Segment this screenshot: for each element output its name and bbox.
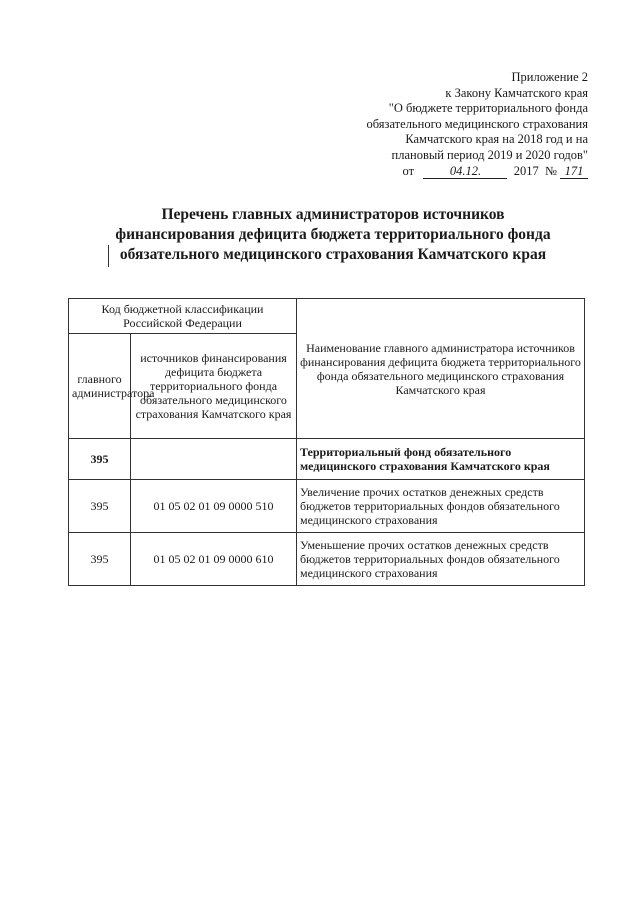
annex-line: Приложение 2 (511, 70, 588, 84)
annex-line: к Закону Камчатского края (445, 85, 588, 100)
date-prefix: от (402, 164, 415, 178)
cell-admin-code: 395 (69, 480, 131, 533)
table-row (69, 480, 585, 533)
cell-admin-code: 395 (69, 533, 131, 586)
annex-line: плановый период 2019 и 2020 годов" (391, 147, 588, 162)
cell-source-code: 01 05 02 01 09 0000 610 (131, 533, 297, 586)
cell-name: Увеличение прочих остатков денежных средств бюджетов территориальных фондов обязательного медицинского страхования (297, 480, 585, 533)
cell-name: Территориальный фонд обязательного медицинского страхования Камчатского края (297, 439, 585, 480)
table-row (69, 533, 585, 586)
margin-mark (108, 245, 109, 267)
header-sources: источников финансирования дефицита бюджета территориального фонда обязательного медицинского страхования Камчатского края (131, 334, 297, 439)
header-classification: Код бюджетной классификации Российской Федерации (69, 299, 297, 334)
cell-admin-code: 395 (69, 439, 131, 480)
document-title (108, 205, 558, 265)
cell-source-code (131, 439, 297, 480)
title-line: Перечень главных администраторов источников (161, 206, 505, 223)
cell-source-code: 01 05 02 01 09 0000 510 (131, 480, 297, 533)
annex-date-line (288, 164, 588, 180)
date-value: 04.12. (423, 165, 507, 179)
title-line: финансирования дефицита бюджета территориального фонда (115, 226, 551, 243)
number-value: 171 (560, 165, 588, 179)
number-sign: № (544, 164, 557, 178)
table-row (69, 439, 585, 480)
table-header-row (69, 299, 585, 334)
annex-line: Камчатского края на 2018 год и на (405, 132, 588, 146)
annex-line: "О бюджете территориального фонда (388, 101, 588, 115)
header-name: Наименование главного администратора источников финансирования дефицита бюджета территориального фонда обязательного медицинского страхования Камчатского края (297, 299, 585, 439)
title-line: обязательного медицинского страхования Камчатского края (119, 246, 547, 263)
administrators-table (68, 298, 585, 586)
header-main-admin: главного администратора (69, 334, 131, 439)
cell-name: Уменьшение прочих остатков денежных средств бюджетов территориальных фондов обязательного медицинского страхования (297, 533, 585, 586)
date-year: 2017 (513, 164, 539, 178)
annex-line: обязательного медицинского страхования (366, 116, 588, 131)
annex-block (288, 70, 588, 180)
